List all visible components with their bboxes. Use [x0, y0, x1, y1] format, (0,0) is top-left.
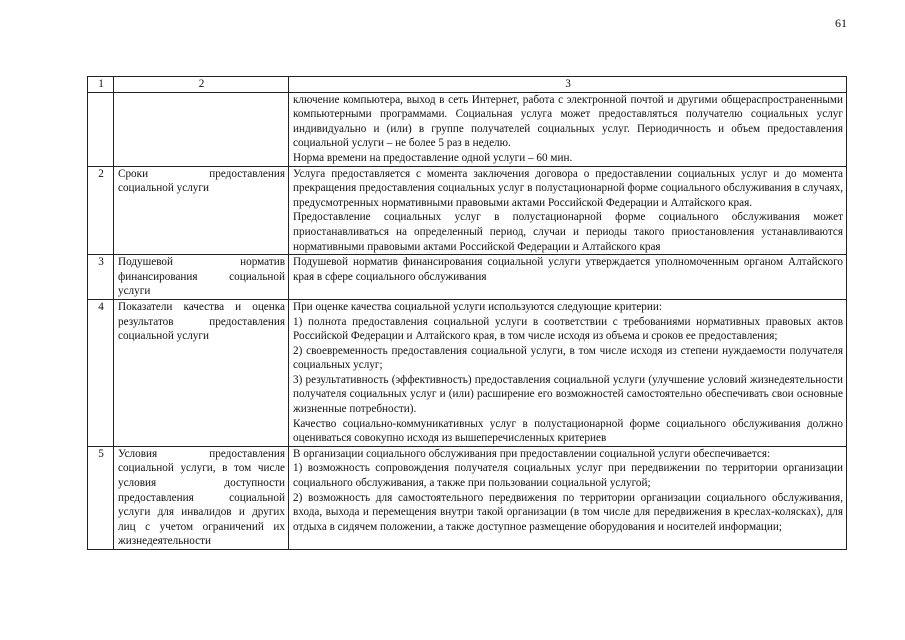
paragraph: 2) своевременность предоставления социальной услуги, в том числе исходя из степени нуждаемости получателя социальных услуг; — [293, 344, 843, 372]
paragraph: В организации социального обслуживания при предоставлении социальной услуги обеспечивается: — [293, 447, 771, 460]
row-content — [289, 255, 847, 300]
paragraph: 3) результативность (эффективность) предоставления социальной услуги (улучшение условий жизнедеятельности получателя социальных услуг и (или) расширение его возможностей самостоятельно обеспечивать свои основные жизненные потребности). — [293, 373, 843, 416]
paragraph: Предоставление социальных услуг в полустационарной форме социального обслуживания может приостанавливаться на определенный период, случаи и периоды такого приостановления устанавливаются нормативными правовыми актами Российской Федерации и Алтайского края — [293, 211, 843, 253]
row-content — [289, 446, 847, 549]
table-row-2 — [88, 166, 847, 255]
header-col-2: 2 — [114, 77, 289, 93]
paragraph: Подушевой норматив финансирования социальной услуги утверждается уполномоченным органом Алтайского края в сфере социального обслуживания — [293, 256, 843, 283]
row-name: Условия предоставления социальной услуги, в том числе условия доступности предоставления социальной услуги для инвалидов и других лиц с учетом ограничений их жизнедеятельности — [114, 446, 289, 549]
table-row-continuation — [88, 92, 847, 166]
paragraph: При оценке качества социальной услуги используются следующие критерии: — [293, 300, 662, 313]
row-number — [88, 92, 114, 166]
services-table — [87, 76, 847, 550]
table-header-row — [88, 77, 847, 93]
row-number: 2 — [88, 166, 114, 255]
header-col-1: 1 — [88, 77, 114, 93]
table-row-3 — [88, 255, 847, 300]
row-number: 4 — [88, 299, 114, 446]
paragraph: 2) возможность для самостоятельного передвижения по территории организации социального обслуживания, входа, выхода и перемещения внутри такой организации (в том числе для передвижения в креслах-колясках), для отдыха в сидячем положении, а также доступное размещение оборудования и носителей информации; — [293, 491, 843, 533]
row-content — [289, 166, 847, 255]
paragraph: 1) полнота предоставления социальной услуги в соответствии с требованиями нормативных правовых актов Российской Федерации и Алтайского края, в том числе исходя из объема и сроков ее предоставления; — [293, 315, 843, 343]
row-name — [114, 92, 289, 166]
paragraph: Услуга предоставляется с момента заключения договора о предоставлении социальных услуг и до момента прекращения предоставления социальных услуг в полустационарной форме социального обслуживания в случаях, предусмотренных нормативными правовыми актами Российской Федерации и Алтайского края. — [293, 167, 843, 209]
row-content — [289, 92, 847, 166]
table-row-4 — [88, 299, 847, 446]
row-number: 3 — [88, 255, 114, 300]
page-number: 61 — [835, 16, 847, 30]
table-row-5 — [88, 446, 847, 549]
paragraph: Норма времени на предоставление одной услуги – 60 мин. — [293, 151, 573, 164]
row-name: Подушевой норматив финансирования социальной услуги — [114, 255, 289, 300]
paragraph: ключение компьютера, выход в сеть Интернет, работа с электронной почтой и другими общераспространенными компьютерными программами. Социальная услуга может предоставляться получателю социальных услуг индивидуально и (или) в группе получателей социальных услуг. Периодичность и объем предоставления социальной услуги – не более 5 раз в неделю. — [293, 93, 843, 150]
header-col-3: 3 — [289, 77, 847, 93]
row-name: Показатели качества и оценка результатов предоставления социальной услуги — [114, 299, 289, 446]
paragraph: 1) возможность сопровождения получателя социальных услуг при передвижении по территории организации социального обслуживания, а также при пользовании социальной услугой; — [293, 462, 843, 490]
row-number: 5 — [88, 446, 114, 549]
paragraph: Качество социально-коммуникативных услуг в полустационарной форме социального обслуживания должно оцениваться совокупно исходя из вышеперечисленных критериев — [293, 417, 843, 445]
row-content — [289, 299, 847, 446]
row-name: Сроки предоставления социальной услуги — [114, 166, 289, 255]
